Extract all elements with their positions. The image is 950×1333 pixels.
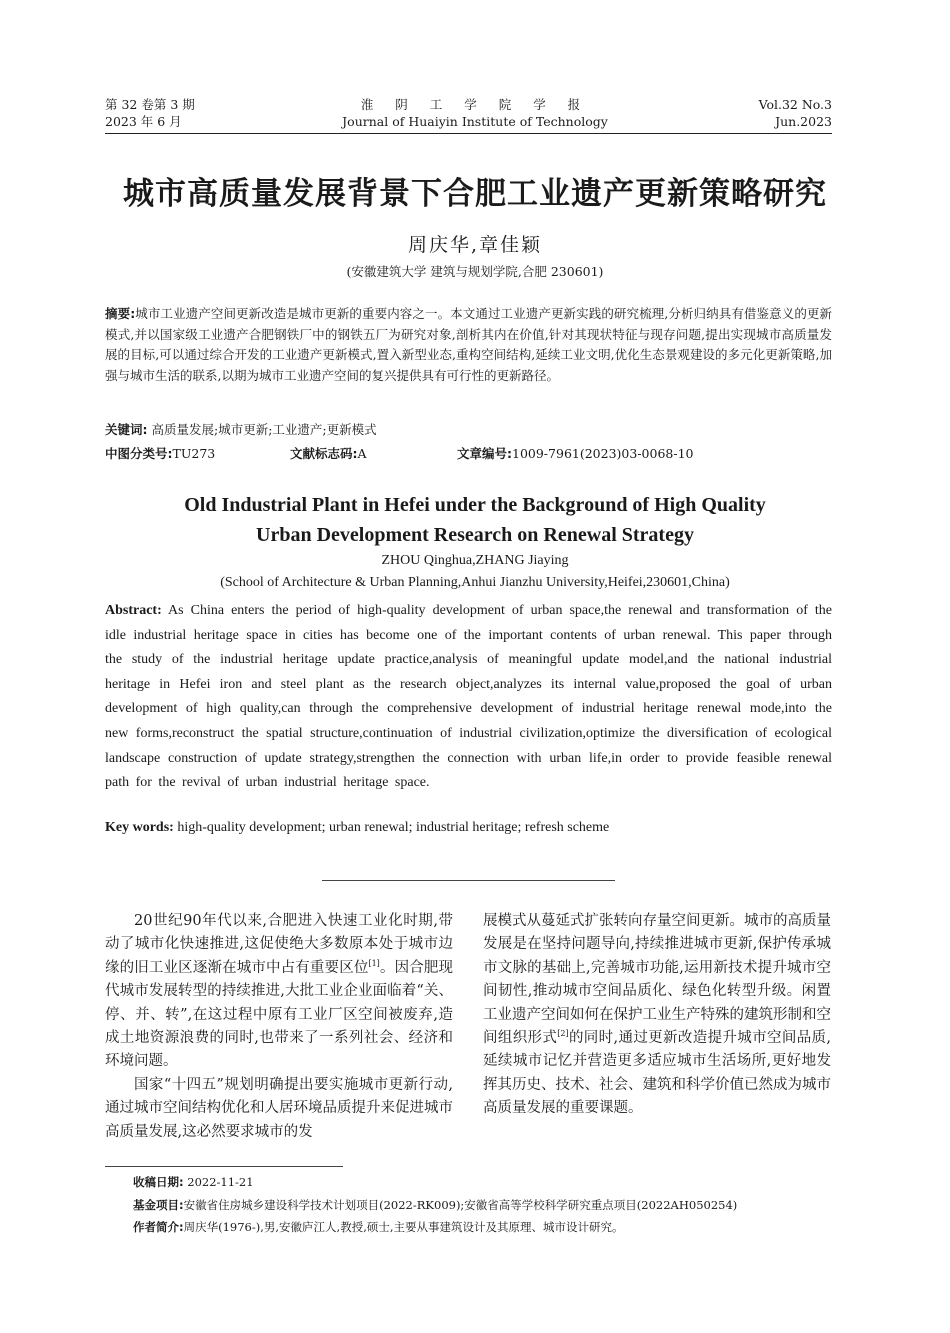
authors-en: ZHOU Qinghua,ZHANG Jiaying [381, 553, 569, 568]
keywords-en-label: Key words [105, 820, 170, 835]
paper-title-en [60, 490, 890, 550]
affiliation-en: (School of Architecture & Urban Planning,Anhui Jianzhu University,Heifei,230601,China) [220, 575, 730, 590]
abstract-cn [105, 304, 832, 386]
fund-label: 基金项目: [133, 1198, 184, 1212]
body-text: 。因合肥现代城市发展转型的持续推进,大批工业企业面临着“关、停、并、转”,在这过程中原有工业厂区空间被废弃,造成土地资源浪费的同时,也带来了一系列社会、经济和环境问题。 [105, 959, 453, 1070]
section-divider [322, 880, 615, 881]
header-rule [105, 133, 832, 134]
keywords-cn-text: 高质量发展;城市更新;工业遗产;更新模式 [151, 422, 377, 437]
body-column-left [105, 910, 453, 1144]
citation-ref[interactable]: [1] [368, 958, 380, 968]
body-column-right [483, 910, 831, 1121]
doc-code-value: A [357, 446, 367, 461]
footnote-received [133, 1175, 853, 1190]
body-text: 20世纪90年代以来,合肥进入快速工业化时期,带动了城市化快速推进,这促使绝大多数原本处于城市边缘的旧工业区逐渐在城市中占有重要区位 [105, 913, 453, 976]
authors-cn: 周庆华,章佳颖 [407, 234, 543, 256]
keywords-en-text: high-quality development; urban renewal; industrial heritage; refresh scheme [177, 820, 610, 835]
citation-ref[interactable]: [2] [557, 1029, 569, 1039]
journal-name-en: Journal of Huaiyin Institute of Technology [342, 114, 608, 129]
article-number [457, 444, 693, 462]
body-paragraph [105, 910, 453, 1074]
abstract-en-text: As China enters the period of high-quality development of urban space,the renewal and transformation of the idle industrial heritage space in cities has become one of the important contents of urban renewal. This paper through the study of the industrial heritage update practice,analysis of meaningful update model,and the national industrial heritage in Hefei iron and steel plant as the research object,analyzes its internal value,proposed the goal of urban development of high quality,can through the comprehensive development of industrial heritage renewal mode,into the new forms,reconstruct the spatial structure,continuation of industrial civilization,optimize the diversification of ecological landscape construction of update strategy,strengthen the connection with urban life,in order to provide feasible renewal path for the revival of urban industrial heritage space. [105, 603, 832, 791]
doc-code-label: 文献标志码: [290, 446, 358, 461]
abstract-cn-label: 摘要: [105, 306, 136, 321]
keywords-cn [105, 420, 832, 438]
volume-issue: 第 32 卷第 3 期 [105, 97, 195, 112]
body-text: 的同时,通过更新改造提升城市空间品质,延续城市记忆并营造更多适应城市生活场所,更好地发挥其历史、技术、社会、建筑和科学价值已然成为城市高质量发展的重要课题。 [483, 1030, 832, 1117]
paper-title-en-line2: Urban Development Research on Renewal Strategy [256, 524, 694, 546]
journal-volume-info [105, 96, 195, 130]
clc-label: 中图分类号: [105, 446, 173, 461]
paper-title-cn: 城市高质量发展背景下合肥工业遗产更新策略研究 [123, 176, 827, 212]
keywords-cn-label: 关键词: [105, 422, 148, 437]
body-paragraph: 国家“十四五”规划明确提出要实施城市更新行动,通过城市空间结构优化和人居环境品质提升来促进城市高质量发展,这必然要求城市的发 [105, 1076, 453, 1140]
publication-date: 2023 年 6 月 [105, 114, 182, 129]
publication-date-en: Jun.2023 [775, 114, 832, 129]
affiliation-cn: (安徽建筑大学 建筑与规划学院,合肥 230601) [346, 264, 604, 279]
journal-name-cn: 淮 阴 工 学 院 学 报 [360, 97, 590, 112]
author-bio-value: 周庆华(1976-),男,安徽庐江人,教授,硕士,主要从事建筑设计及其原理、城市设计研究。 [183, 1220, 624, 1234]
footnote-rule [105, 1166, 343, 1167]
footnote-author-bio [133, 1220, 853, 1235]
abstract-en-label: Abstract [105, 603, 158, 618]
footnote-funding [133, 1198, 853, 1213]
received-label: 收稿日期: [133, 1175, 184, 1189]
document-code [290, 444, 367, 462]
journal-volume-info-en [759, 96, 832, 130]
body-paragraph [483, 910, 831, 1121]
volume-issue-en: Vol.32 No.3 [758, 97, 832, 112]
article-number-value: 1009-7961(2023)03-0068-10 [512, 446, 694, 461]
fund-value: 安徽省住房城乡建设科学技术计划项目(2022-RK009);安徽省高等学校科学研究重点项目(2022AH050254) [183, 1198, 738, 1212]
author-bio-label: 作者简介: [133, 1220, 184, 1234]
abstract-cn-text: 城市工业遗产空间更新改造是城市更新的重要内容之一。本文通过工业遗产更新实践的研究梳理,分析归纳具有借鉴意义的更新模式,并以国家级工业遗产合肥钢铁厂中的钢铁五厂为研究对象,剖析其内在价值,针对其现状特征与现存问题,提出实现城市高质量发展的目标,可以通过综合开发的工业遗产更新模式,置入新型业态,重构空间结构,延续工业文明,优化生态景观建设的多元化更新策略,加强与城市生活的联系,以期为城市工业遗产空间的复兴提供具有可行性的更新路径。 [105, 306, 833, 383]
keywords-en: Key words: high-quality development; urban renewal; industrial heritage; refresh scheme [105, 820, 610, 835]
paper-title-en-line1: Old Industrial Plant in Hefei under the Background of High Quality [184, 494, 766, 516]
body-text: 展模式从蔓延式扩张转向存量空间更新。城市的高质量发展是在坚持问题导向,持续推进城市更新,保护传承城市文脉的基础上,完善城市功能,运用新技术提升城市空间韧性,推动城市空间品质化、绿色化转型升级。闲置工业遗产空间如何在保护工业生产特殊的建筑形制和空间组织形式 [483, 913, 831, 1047]
article-number-label: 文章编号: [457, 446, 512, 461]
clc-value: TU273 [172, 446, 216, 461]
clc-number [105, 444, 215, 462]
received-value: 2022-11-21 [187, 1175, 254, 1189]
abstract-en: Abstract: As China enters the period of high-quality development of urban space,the renewal and transformation of the idle industrial heritage space in cities has become one of the important contents of urban renewal. This paper through the study of the industrial heritage update practice,analysis of meaningful update model,and the national industrial heritage in Hefei iron and steel plant as the research object,analyzes its internal value,proposed the goal of urban development of high quality,can through the comprehensive development of industrial heritage renewal mode,into the new forms,reconstruct the spatial structure,continuation of industrial civilization,optimize the diversification of ecological landscape construction of update strategy,strengthen the connection with urban life,in order to provide feasible renewal path for the revival of urban industrial heritage space. [105, 603, 832, 791]
journal-name [300, 96, 650, 130]
